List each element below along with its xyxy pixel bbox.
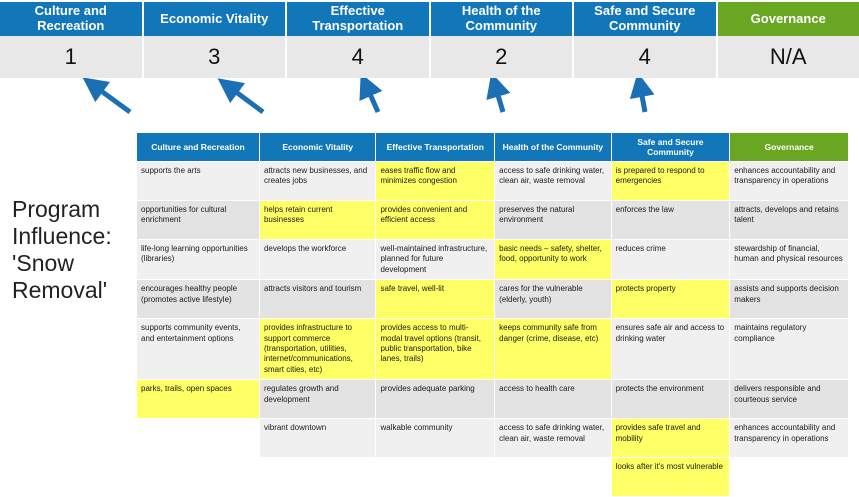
- matrix-cell: [376, 458, 495, 497]
- matrix-row: [137, 162, 849, 201]
- matrix-cell: protects the environment: [611, 380, 730, 419]
- matrix-cell: helps retain current businesses: [259, 201, 376, 240]
- matrix-row: [137, 419, 849, 458]
- category-header-health-of-the-community: Health of the Community: [431, 2, 575, 36]
- category-header-strip: [0, 2, 859, 36]
- matrix-body: [137, 162, 849, 497]
- matrix-cell: preserves the natural environment: [495, 201, 612, 240]
- score-strip: [0, 36, 859, 78]
- matrix-cell: cares for the vulnerable (elderly, youth): [495, 280, 612, 319]
- matrix-cell: develops the workforce: [259, 240, 376, 280]
- matrix-cell: encourages healthy people (promotes active lifestyle): [137, 280, 260, 319]
- matrix-cell: basic needs – safety, shelter, food, opportunity to work: [495, 240, 612, 280]
- score-safe-and-secure-community: 4: [574, 36, 718, 78]
- category-header-culture-and-recreation: Culture and Recreation: [0, 2, 144, 36]
- matrix-cell: keeps community safe from danger (crime, disease, etc): [495, 319, 612, 380]
- score-health-of-the-community: 2: [431, 36, 575, 78]
- matrix-cell: parks, trails, open spaces: [137, 380, 260, 419]
- arrow-group: [0, 78, 859, 134]
- score-governance: N/A: [718, 36, 859, 78]
- matrix-cell: access to safe drinking water, clean air, waste removal: [495, 419, 612, 458]
- score-effective-transportation: 4: [287, 36, 431, 78]
- matrix-row: [137, 240, 849, 280]
- matrix-cell: enforces the law: [611, 201, 730, 240]
- matrix-col-effective-transportation: Effective Transportation: [376, 133, 495, 162]
- matrix-cell: well-maintained infrastructure, planned for future development: [376, 240, 495, 280]
- matrix-col-safe-and-secure-community: Safe and Secure Community: [611, 133, 730, 162]
- matrix-cell: maintains regulatory compliance: [730, 319, 849, 380]
- matrix-cell: provides safe travel and mobility: [611, 419, 730, 458]
- arrow-culture-and-recreation: [93, 85, 130, 112]
- matrix-cell: [730, 458, 849, 497]
- page-title: Program Influence: 'Snow Removal': [12, 196, 132, 305]
- matrix-cell: protects property: [611, 280, 730, 319]
- category-header-economic-vitality: Economic Vitality: [144, 2, 288, 36]
- matrix-cell: regulates growth and development: [259, 380, 376, 419]
- arrow-safe-and-secure-community: [640, 85, 645, 112]
- matrix-cell: attracts visitors and tourism: [259, 280, 376, 319]
- matrix-row: [137, 380, 849, 419]
- matrix-cell: is prepared to respond to emergencies: [611, 162, 730, 201]
- category-header-governance: Governance: [718, 2, 859, 36]
- matrix-cell: access to health care: [495, 380, 612, 419]
- matrix-header-row: [137, 133, 849, 162]
- matrix-cell: enhances accountability and transparency in operations: [730, 162, 849, 201]
- matrix-cell: assists and supports decision makers: [730, 280, 849, 319]
- arrow-economic-vitality: [228, 86, 263, 112]
- matrix-cell: walkable community: [376, 419, 495, 458]
- matrix-cell: reduces crime: [611, 240, 730, 280]
- matrix-cell: supports community events, and entertainment options: [137, 319, 260, 380]
- matrix-row: [137, 201, 849, 240]
- matrix-cell: provides access to multi-modal travel options (transit, public transportation, bike lanes, trails): [376, 319, 495, 380]
- matrix-cell: access to safe drinking water, clean air, waste removal: [495, 162, 612, 201]
- category-header-safe-and-secure-community: Safe and Secure Community: [574, 2, 718, 36]
- matrix-row: [137, 458, 849, 497]
- matrix-cell: enhances accountability and transparency in operations: [730, 419, 849, 458]
- matrix-cell: attracts new businesses, and creates jobs: [259, 162, 376, 201]
- arrow-health-of-the-community: [495, 85, 503, 112]
- matrix-cell: attracts, develops and retains talent: [730, 201, 849, 240]
- matrix-row: [137, 319, 849, 380]
- matrix-cell: vibrant downtown: [259, 419, 376, 458]
- matrix-cell: ensures safe air and access to drinking water: [611, 319, 730, 380]
- matrix-row: [137, 280, 849, 319]
- influence-matrix: [136, 132, 849, 497]
- matrix-col-health-of-the-community: Health of the Community: [495, 133, 612, 162]
- matrix-cell: stewardship of financial, human and physical resources: [730, 240, 849, 280]
- matrix-cell: looks after it's most vulnerable: [611, 458, 730, 497]
- matrix-cell: provides convenient and efficient access: [376, 201, 495, 240]
- matrix-cell: delivers responsible and courteous service: [730, 380, 849, 419]
- matrix-cell: [259, 458, 376, 497]
- matrix-cell: eases traffic flow and minimizes congestion: [376, 162, 495, 201]
- matrix-cell: opportunities for cultural enrichment: [137, 201, 260, 240]
- matrix-cell: [137, 458, 260, 497]
- category-header-effective-transportation: Effective Transportation: [287, 2, 431, 36]
- matrix-cell: life-long learning opportunities (libraries): [137, 240, 260, 280]
- matrix-col-governance: Governance: [730, 133, 849, 162]
- matrix-col-economic-vitality: Economic Vitality: [259, 133, 376, 162]
- score-economic-vitality: 3: [144, 36, 288, 78]
- matrix-cell: [495, 458, 612, 497]
- matrix-cell: provides adequate parking: [376, 380, 495, 419]
- score-culture-and-recreation: 1: [0, 36, 144, 78]
- matrix-cell: safe travel, well-lit: [376, 280, 495, 319]
- matrix-cell: provides infrastructure to support commerce (transportation, utilities, internet/communications, smart cities, etc): [259, 319, 376, 380]
- matrix-col-culture-and-recreation: Culture and Recreation: [137, 133, 260, 162]
- matrix-cell: [137, 419, 260, 458]
- arrow-effective-transportation: [366, 85, 378, 112]
- matrix-cell: supports the arts: [137, 162, 260, 201]
